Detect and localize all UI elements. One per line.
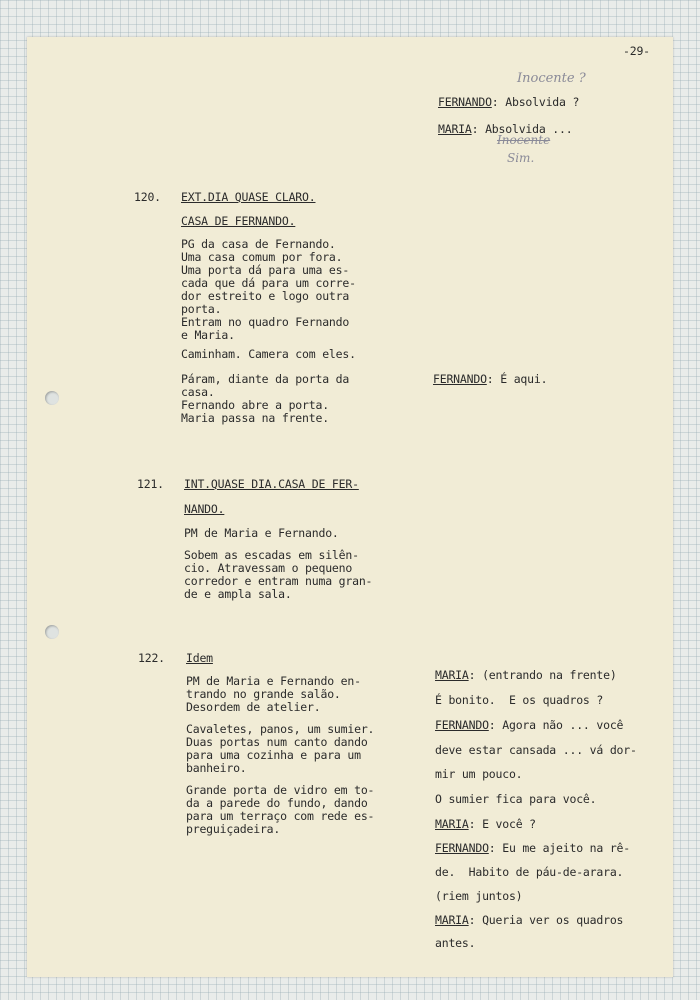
- punch-hole: [45, 391, 59, 405]
- dialogue-line: [433, 373, 547, 386]
- character-name: MARIA: [438, 122, 472, 136]
- handwritten-note: Inocente ?: [517, 71, 586, 86]
- character-name: MARIA: [435, 913, 469, 927]
- dialogue-line: [435, 914, 623, 927]
- character-name: FERNANDO: [438, 95, 492, 109]
- document-page: [27, 37, 673, 977]
- action-paragraph: PM de Maria e Fernando.: [184, 526, 339, 540]
- dialogue-text: : Absolvida ...: [471, 122, 573, 136]
- dialogue-text: : Agora não ... você: [488, 718, 624, 732]
- character-name: FERNANDO: [435, 718, 489, 732]
- dialogue-line: deve estar cansada ... vá dor-: [435, 743, 637, 757]
- dialogue-text: : Eu me ajeito na rê-: [488, 841, 630, 855]
- dialogue-line: (riem juntos): [435, 889, 523, 903]
- handwritten-struck-note: Inocente: [497, 133, 551, 147]
- handwritten-note: Sim.: [507, 151, 535, 165]
- dialogue-text: : E você ?: [468, 817, 536, 831]
- action-paragraph: Páram, diante da porta da casa. Fernando abre a porta. Maria passa na frente.: [181, 372, 350, 425]
- dialogue-text: : Queria ver os quadros: [468, 913, 624, 927]
- dialogue-line: [435, 818, 536, 831]
- action-paragraph: Cavaletes, panos, um sumier. Duas portas num canto dando para uma cozinha e para um banheiro.: [186, 722, 375, 775]
- character-name: MARIA: [435, 817, 469, 831]
- scene-heading: NANDO.: [184, 502, 225, 516]
- scene-number: 121.: [137, 477, 164, 491]
- action-paragraph: PM de Maria e Fernando en- trando no grande salão. Desordem de atelier.: [186, 674, 361, 714]
- scene-number: 120.: [134, 190, 161, 204]
- action-paragraph: PG da casa de Fernando. Uma casa comum por fora. Uma porta dá para uma es- cada que dá para um corre- dor estreito e logo outra porta. Entram no quadro Fernando e Maria.: [181, 237, 356, 342]
- scene-heading: INT.QUASE DIA.CASA DE FER-: [184, 477, 359, 491]
- dialogue-line: [435, 842, 630, 855]
- page-number: -29-: [623, 44, 650, 58]
- dialogue-text: : (entrando na frente): [468, 668, 617, 682]
- dialogue-text: : Absolvida ?: [491, 95, 580, 109]
- scene-number: 122.: [138, 651, 165, 665]
- dialogue-line: O sumier fica para você.: [435, 792, 597, 806]
- character-name: FERNANDO: [435, 841, 489, 855]
- dialogue-line: [435, 669, 617, 682]
- dialogue-line: de. Habito de páu-de-arara.: [435, 865, 624, 879]
- action-paragraph: Sobem as escadas em silên- cio. Atravessam o pequeno corredor e entram numa gran- de e ampla sala.: [184, 548, 373, 601]
- scene-heading: Idem: [186, 651, 213, 665]
- punch-hole: [45, 625, 59, 639]
- character-name: FERNANDO: [433, 372, 487, 386]
- scene-heading: EXT.DIA QUASE CLARO.: [181, 190, 316, 204]
- action-paragraph: Grande porta de vidro em to- da a parede do fundo, dando para um terraço com rede es- preguiçadeira.: [186, 783, 375, 836]
- character-name: MARIA: [435, 668, 469, 682]
- dialogue-line: [438, 96, 579, 109]
- dialogue-line: [435, 719, 623, 732]
- dialogue-text: : É aqui.: [486, 372, 548, 386]
- dialogue-line: mir um pouco.: [435, 767, 523, 781]
- scene-heading: CASA DE FERNANDO.: [181, 214, 296, 228]
- dialogue-line: É bonito. E os quadros ?: [435, 693, 604, 707]
- dialogue-line: antes.: [435, 936, 476, 950]
- action-paragraph: Caminham. Camera com eles.: [181, 347, 356, 361]
